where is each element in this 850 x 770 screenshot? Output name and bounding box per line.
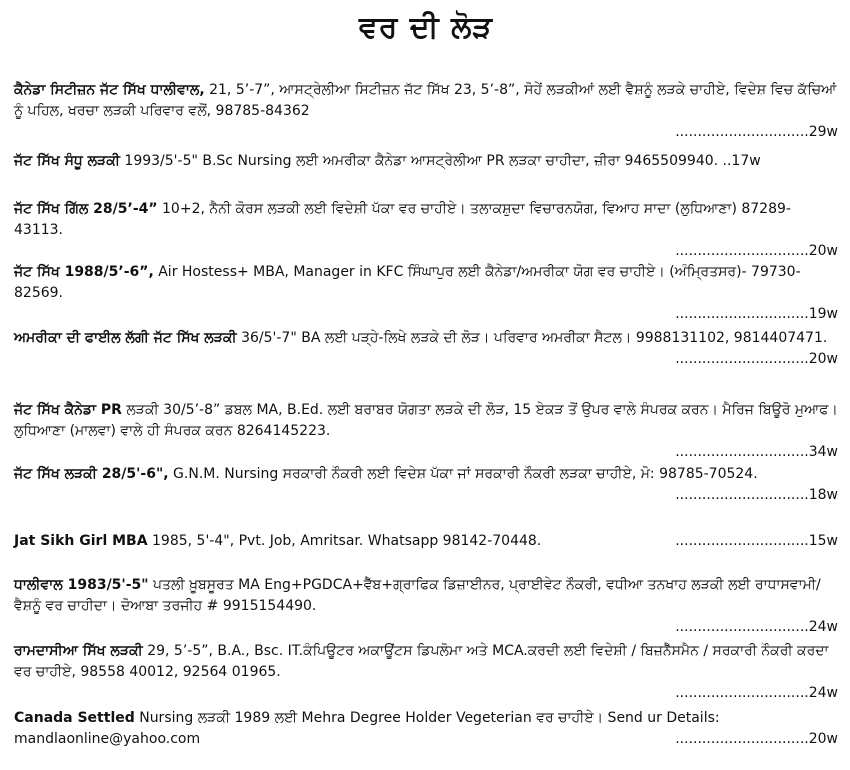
classified-ad (14, 464, 838, 506)
ad-text (14, 80, 838, 122)
classified-ad (14, 262, 838, 325)
ad-text (14, 575, 838, 617)
classified-ad (14, 328, 838, 370)
ad-code: ..............................19w (675, 306, 838, 322)
page-title: ਵਰ ਦੀ ਲੋੜ (358, 10, 494, 45)
ad-text (14, 328, 838, 349)
classified-ad (14, 151, 838, 172)
ad-heading: ਜੱਟ ਸਿੱਖ ਸੰਧੂ ਲੜਕੀ (14, 153, 120, 169)
ad-body: 1993/5'-5" B.Sc Nursing ਲਈ ਅਮਰੀਕਾ ਕੈਨੇਡਾ ਆਸਟ੍ਰੇਲੀਆ PR ਲੜਕਾ ਚਾਹੀਦਾ, ਜ਼ੀਰਾ 9465509940. (119, 153, 719, 169)
classified-ad (14, 641, 838, 704)
classified-ad (14, 708, 838, 750)
classified-ad (14, 80, 838, 143)
ad-code: ..............................20w (675, 243, 838, 259)
ad-code: ..............................24w (675, 619, 838, 635)
ad-text (14, 400, 838, 442)
classified-ad (14, 199, 838, 262)
ad-heading: ਜੱਟ ਸਿੱਖ ਕੈਨੇਡਾ PR (14, 402, 122, 418)
ad-code: ..............................20w (675, 351, 838, 367)
ad-body: Nursing ਲੜਕੀ 1989 ਲਈ Mehra Degree Holder Vegeterian ਵਰ ਚਾਹੀਏ। Send ur Details: mandlaonline@yahoo.com (14, 710, 720, 747)
ad-code: ..............................24w (675, 685, 838, 701)
ad-body: ਲੜਕੀ 30/5’-8” ਡਬਲ MA, B.Ed. ਲਈ ਬਰਾਬਰ ਯੋਗਤਾ ਲੜਕੇ ਦੀ ਲੋੜ, 15 ਏਕੜ ਤੋਂ ਉਪਰ ਵਾਲੇ ਸੰਪਰਕ ਕਰਨ। ਮੈਰਿਜ ਬਿਊਰੋ ਮੁਆਫ। ਲੁਧਿਆਣਾ (ਮਾਲਵਾ) ਵਾਲੇ ਹੀ ਸੰਪਰਕ ਕਰਨ 8264145223. (14, 402, 838, 439)
ad-heading: ਜੱਟ ਸਿੱਖ ਲੜਕੀ 28/5'-6", (14, 466, 169, 482)
ad-heading: ਅਮਰੀਕਾ ਦੀ ਫਾਈਲ ਲੱਗੀ ਜੱਟ ਸਿੱਖ ਲੜਕੀ (14, 330, 237, 346)
ad-heading: ਧਾਲੀਵਾਲ 1983/5'-5" (14, 577, 149, 593)
ad-code: ..............................34w (675, 444, 838, 460)
ad-body: 21, 5’-7”, ਆਸਟ੍ਰੇਲੀਆ ਸਿਟੀਜ਼ਨ ਜੱਟ ਸਿੱਖ 23, 5’-8”, ਸੋਹੇਂ ਲੜਕੀਆਂ ਲਈ ਵੈਸ਼ਨੂੰ ਲੜਕੇ ਚਾਹੀਏ, ਵਿਦੇਸ਼ ਵਿਚ ਕੱਚਿਆਂ ਨੂੰ ਪਹਿਲ, ਖਰਚਾ ਲੜਕੀ ਪਰਿਵਾਰ ਵਲੋਂ, 98785-84362 (14, 82, 837, 119)
ad-heading: ਰਾਮਦਾਸੀਆ ਸਿੱਖ ਲੜਕੀ (14, 643, 143, 659)
classified-ad (14, 400, 838, 463)
ad-body: G.N.M. Nursing ਸਰਕਾਰੀ ਨੌਕਰੀ ਲਈ ਵਿਦੇਸ਼ ਪੱਕਾ ਜਾਂ ਸਰਕਾਰੀ ਨੌਕਰੀ ਲੜਕਾ ਚਾਹੀਏ, ਮੋ: 98785-70524. (168, 466, 758, 482)
ad-body: 29, 5’-5”, B.A., Bsc. IT.ਕੰਪਿਊਟਰ ਅਕਾਊਂਟਸ ਡਿਪਲੋਮਾ ਅਤੇ MCA.ਕਰਦੀ ਲਈ ਵਿਦੇਸ਼ੀ / ਬਿਜ਼ਨੈੱਸਮੈਨ / ਸਰਕਾਰੀ ਨੌਕਰੀ ਕਰਦਾ ਵਰ ਚਾਹੀਏ, 98558 40012, 92564 01965. (14, 643, 829, 680)
ad-text (14, 199, 838, 241)
ad-heading: Canada Settled (14, 710, 135, 726)
classified-ad (14, 531, 838, 552)
ad-code: ..............................29w (675, 124, 838, 140)
ad-heading: ਕੈਨੇਡਾ ਸਿਟੀਜ਼ਨ ਜੱਟ ਸਿੱਖ ਧਾਲੀਵਾਲ, (14, 82, 205, 98)
ad-code: ..17w (718, 153, 761, 169)
ad-heading: Jat Sikh Girl MBA (14, 533, 148, 549)
ad-text (14, 151, 838, 172)
ad-body: 10+2, ਨੈਨੀ ਕੋਰਸ ਲੜਕੀ ਲਈ ਵਿਦੇਸ਼ੀ ਪੱਕਾ ਵਰ ਚਾਹੀਏ। ਤਲਾਕਸ਼ੁਦਾ ਵਿਚਾਰਨਯੋਗ, ਵਿਆਹ ਸਾਦਾ (ਲੁਧਿਆਣਾ) 87289-43113. (14, 201, 791, 238)
ad-heading: ਜੱਟ ਸਿੱਖ 1988/5’-6”, (14, 264, 154, 280)
ad-body: ਪਤਲੀ ਖ਼ੂਬਸੂਰਤ MA Eng+PGDCA+ਵੈੱਬ+ਗ੍ਰਾਫਿਕ ਡਿਜ਼ਾਈਨਰ, ਪ੍ਰਾਈਵੇਟ ਨੌਕਰੀ, ਵਧੀਆ ਤਨਖਾਹ ਲੜਕੀ ਲਈ ਰਾਧਾਸਵਾਮੀ/ਵੈਸ਼ਨੂੰ ਵਰ ਚਾਹੀਦਾ। ਦੋਆਬਾ ਤਰਜੀਹ # 9915154490. (14, 577, 821, 614)
ad-code: ..............................15w (675, 533, 838, 549)
ad-body: 1985, 5'-4", Pvt. Job, Amritsar. Whatsapp 98142-70448. (147, 533, 542, 549)
ad-code: ..............................20w (675, 731, 838, 747)
ad-heading: ਜੱਟ ਸਿੱਖ ਗਿੱਲ 28/5’-4” (14, 201, 158, 217)
ad-code: ..............................18w (675, 487, 838, 503)
ad-body: 36/5'-7" BA ਲਈ ਪੜ੍ਹੇ-ਲਿਖੇ ਲੜਕੇ ਦੀ ਲੋੜ। ਪਰਿਵਾਰ ਅਮਰੀਕਾ ਸੈਟਲ। 9988131102, 9814407471. (236, 330, 828, 346)
classified-ad (14, 575, 838, 638)
ad-text (14, 464, 838, 485)
ad-text (14, 641, 838, 683)
ad-text (14, 262, 838, 304)
ad-body: Air Hostess+ MBA, Manager in KFC ਸਿੰਘਾਪੁਰ ਲਈ ਕੈਨੇਡਾ/ਅਮਰੀਕਾ ਯੋਗ ਵਰ ਚਾਹੀਏ। (ਅੰਮ੍ਰਿਤਸਰ)- 79730-82569. (14, 264, 801, 301)
